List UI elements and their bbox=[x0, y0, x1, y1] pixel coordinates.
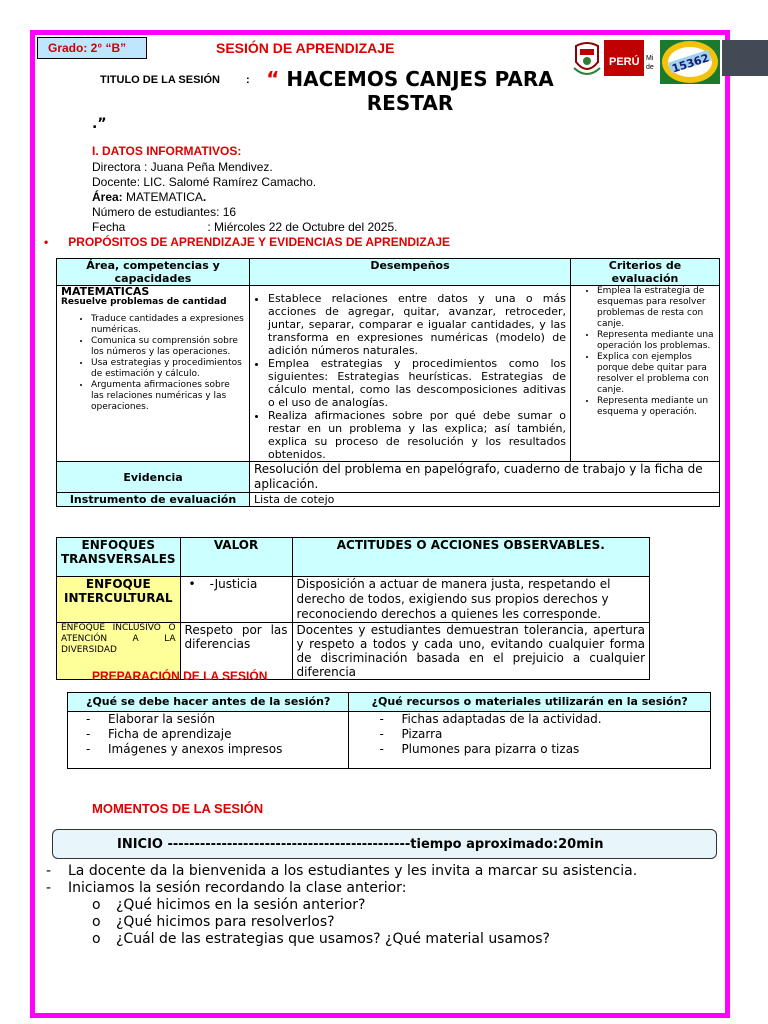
propositos-table bbox=[56, 258, 720, 507]
criterios-list bbox=[575, 286, 715, 418]
evidencia-value: Resolución del problema en papelógrafo, cuaderno de trabajo y la ficha de aplicación. bbox=[250, 462, 720, 493]
capacidades-list bbox=[61, 314, 245, 413]
propositos-heading: • PROPÓSITOS DE APRENDIZAJE Y EVIDENCIAS DE APRENDIZAJE bbox=[44, 235, 451, 249]
enfoques-table bbox=[56, 537, 650, 680]
school-logo bbox=[660, 40, 720, 84]
momentos-heading: MOMENTOS DE LA SESIÓN bbox=[92, 801, 264, 816]
inicio-item: - Iniciamos la sesión recordando la clase anterior: bbox=[46, 880, 407, 896]
criterio-item: • Explica con ejemplos porque debe quitar para resolver el problema con canje. bbox=[597, 352, 715, 396]
criterio-item: • Representa mediante un esquema y operación. bbox=[597, 396, 715, 418]
col-actitudes: ACTITUDES O ACCIONES OBSERVABLES. bbox=[292, 538, 649, 577]
instrumento-value: Lista de cotejo bbox=[250, 493, 720, 507]
desempeno-item: • Emplea estrategias y procedimientos como los siguientes: Estrategias heurísticas. Estrategias de cálculo mental, como las descomposiciones aditivas o el uso de analogías. bbox=[268, 357, 566, 409]
antes-item: - Imágenes y anexos impresos bbox=[86, 742, 344, 757]
col-valor: VALOR bbox=[180, 538, 292, 577]
preparacion-table bbox=[67, 692, 711, 769]
title-label: TITULO DE LA SESIÓN : bbox=[100, 74, 250, 86]
title-open-quote: “ bbox=[266, 67, 280, 91]
actitud-inclusivo: Docentes y estudiantes demuestran tolerancia, apertura y respeto a todos y cada uno, evitando cualquier forma de discriminación basada en el prejuicio a cualquier diferencia bbox=[292, 623, 649, 680]
recursos-cell bbox=[349, 712, 711, 769]
area-name: MATEMATICAS bbox=[61, 285, 150, 298]
col-desempenos: Desempeños bbox=[250, 259, 571, 286]
directora-line: Directora : Juana Peña Mendivez. bbox=[92, 160, 273, 174]
docente-line: Docente: LIC. Salomé Ramírez Camacho. bbox=[92, 175, 317, 189]
desempeno-item: • Realiza afirmaciones sobre por qué debe sumar o restar en un problema y las explica; así también, explica su proceso de resolución y los resultados obtenidos. bbox=[268, 409, 566, 461]
criterios-cell bbox=[571, 286, 720, 462]
desempeno-item: • Establece relaciones entre datos y una o más acciones de agregar, quitar, avanzar, retroceder, juntar, separar, comparar e igualar cantidades, y las transforma en expresiones numéricas (modelo) de adición números naturales. bbox=[268, 292, 566, 357]
competencia: Resuelve problemas de cantidad bbox=[61, 297, 227, 307]
recurso-item: - Plumones para pizarra o tizas bbox=[379, 742, 706, 757]
col-area: Área, competencias y capacidades bbox=[57, 259, 250, 286]
desempenos-cell bbox=[250, 286, 571, 462]
title-text: HACEMOS CANJES PARA RESTAR bbox=[286, 67, 554, 115]
inicio-bar: INICIO ---------------------------------------------tiempo aproximado:20min bbox=[52, 829, 717, 859]
datos-informativos bbox=[92, 160, 397, 235]
enfoque-intercultural: ENFOQUE INTERCULTURAL bbox=[57, 577, 181, 623]
valor-justicia: • -Justicia bbox=[180, 577, 292, 623]
antes-item: - Elaborar la sesión bbox=[86, 712, 344, 727]
recursos-list bbox=[353, 712, 706, 757]
datos-heading: I. DATOS INFORMATIVOS: bbox=[92, 144, 242, 158]
recurso-item: - Fichas adaptadas de la actividad. bbox=[379, 712, 706, 727]
coat-of-arms-logo bbox=[572, 40, 602, 78]
recurso-item: - Pizarra bbox=[379, 727, 706, 742]
enfoque-inclusivo: ENFOQUE INCLUSIVO O ATENCIÓN A LA DIVERSIDAD bbox=[57, 623, 181, 680]
antes-list bbox=[72, 712, 344, 757]
capacidad-item: • Traduce cantidades a expresiones numéricas. bbox=[91, 314, 245, 336]
question-item: o ¿Qué hicimos para resolverlos? bbox=[92, 914, 335, 930]
session-title bbox=[255, 67, 565, 115]
peru-logo: PERÚ bbox=[604, 40, 644, 76]
antes-item: - Ficha de aprendizaje bbox=[86, 727, 344, 742]
estudiantes-line: Número de estudiantes: 16 bbox=[92, 205, 237, 219]
col-antes: ¿Qué se debe hacer antes de la sesión? bbox=[68, 693, 349, 712]
inicio-content bbox=[46, 863, 726, 948]
session-heading: SESIÓN DE APRENDIZAJE bbox=[216, 40, 395, 56]
instrumento-label: Instrumento de evaluación bbox=[57, 493, 250, 507]
evidencia-label: Evidencia bbox=[57, 462, 250, 493]
area-cell bbox=[57, 286, 250, 462]
col-enfoques: ENFOQUES TRANSVERSALES bbox=[57, 538, 181, 577]
title-close: .” bbox=[92, 116, 107, 132]
fecha-line: Fecha : Miércoles 22 de Octubre del 2025. bbox=[92, 220, 398, 234]
col-recursos: ¿Qué recursos o materiales utilizarán en la sesión? bbox=[349, 693, 711, 712]
capacidad-item: • Argumenta afirmaciones sobre las relaciones numéricas y las operaciones. bbox=[91, 380, 245, 413]
area-line: Área: MATEMATICA. bbox=[92, 190, 207, 204]
question-item: o ¿Cuál de las estrategias que usamos? ¿Qué material usamos? bbox=[92, 931, 550, 947]
actitud-intercultural: Disposición a actuar de manera justa, respetando el derecho de todos, exigiendo sus propios derechos y reconociendo derechos a quienes les corresponde. bbox=[292, 577, 649, 623]
antes-cell bbox=[68, 712, 349, 769]
school-number: 15362 bbox=[670, 51, 711, 76]
capacidad-item: • Usa estrategias y procedimientos de estimación y cálculo. bbox=[91, 358, 245, 380]
inicio-item: - La docente da la bienvenida a los estudiantes y les invita a marcar su asistencia. bbox=[46, 863, 638, 879]
col-criterios: Criterios de evaluación bbox=[571, 259, 720, 286]
ministry-text: Mi de bbox=[646, 55, 654, 71]
header-image-block bbox=[722, 40, 768, 76]
grade-box: Grado: 2° “B” bbox=[37, 37, 147, 59]
capacidad-item: • Comunica su comprensión sobre los números y las operaciones. bbox=[91, 336, 245, 358]
criterio-item: • Representa mediante una operación los problemas. bbox=[597, 330, 715, 352]
desempenos-list bbox=[254, 292, 566, 461]
preparacion-heading: PREPARACIÓN DE LA SESIÓN bbox=[92, 669, 268, 683]
question-item: o ¿Qué hicimos en la sesión anterior? bbox=[92, 897, 366, 913]
criterio-item: • Emplea la estrategia de esquemas para resolver problemas de resta con canje. bbox=[597, 286, 715, 330]
valor-respeto: Respeto por las diferencias bbox=[180, 623, 292, 680]
